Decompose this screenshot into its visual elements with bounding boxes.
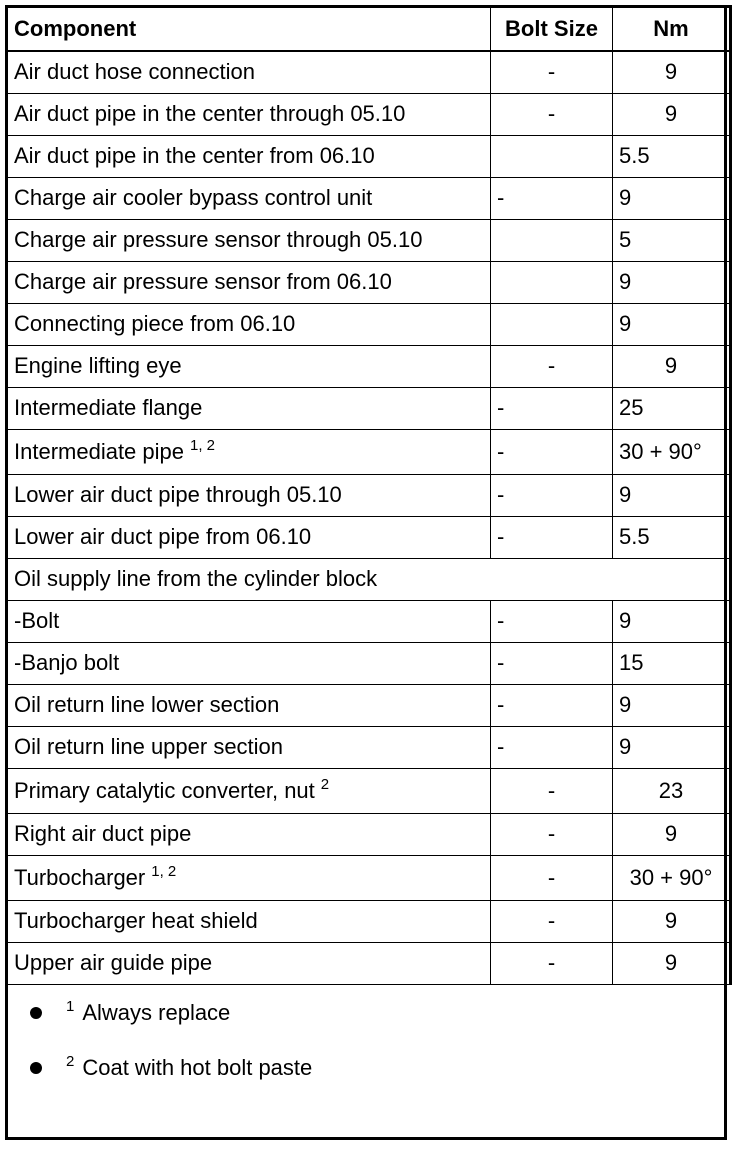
torque-cell: 5.5 — [613, 517, 731, 559]
torque-cell: 5.5 — [613, 136, 731, 178]
component-cell — [7, 943, 491, 985]
component-label: Connecting piece from 06.10 — [14, 311, 296, 337]
torque-cell: 15 — [613, 643, 731, 685]
bolt-size-cell: - — [491, 943, 613, 985]
bolt-size-cell: - — [491, 475, 613, 517]
torque-cell: 23 — [613, 769, 731, 814]
component-cell — [7, 601, 491, 643]
table-row — [7, 601, 731, 643]
header-nm: Nm — [613, 7, 731, 52]
torque-cell: 30 + 90° — [613, 430, 731, 475]
footnotes — [8, 990, 724, 1100]
bolt-size-cell — [491, 262, 613, 304]
table-row — [7, 94, 731, 136]
footnote-mark: 1 — [66, 998, 75, 1015]
table-row — [7, 685, 731, 727]
component-cell — [7, 178, 491, 220]
bolt-size-cell: - — [491, 346, 613, 388]
component-cell — [7, 517, 491, 559]
torque-cell: 9 — [613, 262, 731, 304]
bolt-size-cell: - — [491, 727, 613, 769]
component-cell — [7, 814, 491, 856]
table-row — [7, 856, 731, 901]
table-row — [7, 643, 731, 685]
footnote-ref: 1, 2 — [190, 436, 216, 454]
bolt-size-cell: - — [491, 94, 613, 136]
component-cell — [7, 643, 491, 685]
component-cell — [7, 136, 491, 178]
component-label: Lower air duct pipe through 05.10 — [14, 482, 342, 508]
footnote-1 — [8, 990, 724, 1045]
torque-cell: 9 — [613, 304, 731, 346]
table-row — [7, 517, 731, 559]
component-cell — [7, 769, 491, 814]
component-cell — [7, 685, 491, 727]
table-row — [7, 178, 731, 220]
table-row — [7, 430, 731, 475]
torque-cell: 9 — [613, 346, 731, 388]
bolt-size-cell: - — [491, 517, 613, 559]
header-row — [7, 7, 731, 52]
torque-cell: 9 — [613, 901, 731, 943]
footnote-text: Always replace — [82, 1000, 231, 1025]
component-label: Lower air duct pipe from 06.10 — [14, 524, 312, 550]
component-cell — [7, 51, 491, 94]
table-row — [7, 388, 731, 430]
component-label: Air duct pipe in the center from 06.10 — [14, 143, 375, 169]
component-cell — [7, 346, 491, 388]
component-label: Upper air guide pipe — [14, 950, 213, 976]
bolt-size-cell: - — [491, 856, 613, 901]
component-cell — [7, 475, 491, 517]
footnote-text: Coat with hot bolt paste — [82, 1055, 313, 1080]
torque-cell: 25 — [613, 388, 731, 430]
component-cell — [7, 220, 491, 262]
torque-cell: 9 — [613, 51, 731, 94]
torque-cell: 9 — [613, 685, 731, 727]
component-label: -Bolt — [14, 608, 60, 634]
torque-cell: 9 — [613, 94, 731, 136]
bolt-size-cell: - — [491, 814, 613, 856]
bolt-size-cell — [491, 136, 613, 178]
component-cell — [7, 901, 491, 943]
table-row — [7, 304, 731, 346]
table-row — [7, 814, 731, 856]
bolt-size-cell: - — [491, 388, 613, 430]
torque-spec-table — [5, 5, 732, 985]
table-row — [7, 220, 731, 262]
component-cell — [7, 559, 731, 601]
footnote-ref: 2 — [320, 775, 330, 793]
bullet-icon — [30, 1062, 42, 1074]
torque-cell: 5 — [613, 220, 731, 262]
table-row — [7, 943, 731, 985]
table-row — [7, 136, 731, 178]
table-row — [7, 559, 731, 601]
component-label: Oil return line upper section — [14, 734, 284, 760]
torque-cell: 9 — [613, 814, 731, 856]
component-cell — [7, 262, 491, 304]
component-label: Air duct pipe in the center through 05.10 — [14, 101, 406, 127]
bolt-size-cell: - — [491, 178, 613, 220]
bolt-size-cell — [491, 220, 613, 262]
torque-cell: 9 — [613, 727, 731, 769]
table-row — [7, 727, 731, 769]
bolt-size-cell: - — [491, 51, 613, 94]
component-label: Intermediate flange — [14, 395, 203, 421]
footnote-ref: 1, 2 — [151, 862, 177, 880]
table-row — [7, 901, 731, 943]
table-row — [7, 51, 731, 94]
bullet-icon — [30, 1007, 42, 1019]
torque-cell: 9 — [613, 178, 731, 220]
header-bolt-size: Bolt Size — [491, 7, 613, 52]
component-cell — [7, 856, 491, 901]
component-label: Intermediate pipe — [14, 438, 184, 464]
component-cell — [7, 304, 491, 346]
component-label: Charge air pressure sensor from 06.10 — [14, 269, 392, 295]
component-cell — [7, 388, 491, 430]
component-label: Charge air pressure sensor through 05.10 — [14, 227, 423, 253]
component-label: Air duct hose connection — [14, 59, 255, 85]
header-component: Component — [7, 7, 491, 52]
component-label: Right air duct pipe — [14, 821, 192, 847]
component-label: -Banjo bolt — [14, 650, 120, 676]
bolt-size-cell: - — [491, 430, 613, 475]
component-label: Oil return line lower section — [14, 692, 280, 718]
table-row — [7, 346, 731, 388]
bolt-size-cell: - — [491, 643, 613, 685]
component-label: Oil supply line from the cylinder block — [14, 566, 378, 592]
component-cell — [7, 94, 491, 136]
torque-cell: 9 — [613, 475, 731, 517]
component-label: Turbocharger — [14, 864, 146, 890]
bolt-size-cell: - — [491, 601, 613, 643]
torque-cell: 30 + 90° — [613, 856, 731, 901]
component-label: Primary catalytic converter, nut — [14, 777, 315, 803]
table-row — [7, 769, 731, 814]
torque-cell: 9 — [613, 601, 731, 643]
table-row — [7, 262, 731, 304]
component-label: Engine lifting eye — [14, 353, 182, 379]
component-cell — [7, 430, 491, 475]
component-cell — [7, 727, 491, 769]
component-label: Turbocharger heat shield — [14, 908, 258, 934]
bolt-size-cell: - — [491, 901, 613, 943]
footnote-2 — [8, 1045, 724, 1100]
component-label: Charge air cooler bypass control unit — [14, 185, 373, 211]
table-row — [7, 475, 731, 517]
bolt-size-cell: - — [491, 769, 613, 814]
footnote-mark: 2 — [66, 1053, 75, 1070]
torque-cell: 9 — [613, 943, 731, 985]
bolt-size-cell — [491, 304, 613, 346]
bolt-size-cell: - — [491, 685, 613, 727]
